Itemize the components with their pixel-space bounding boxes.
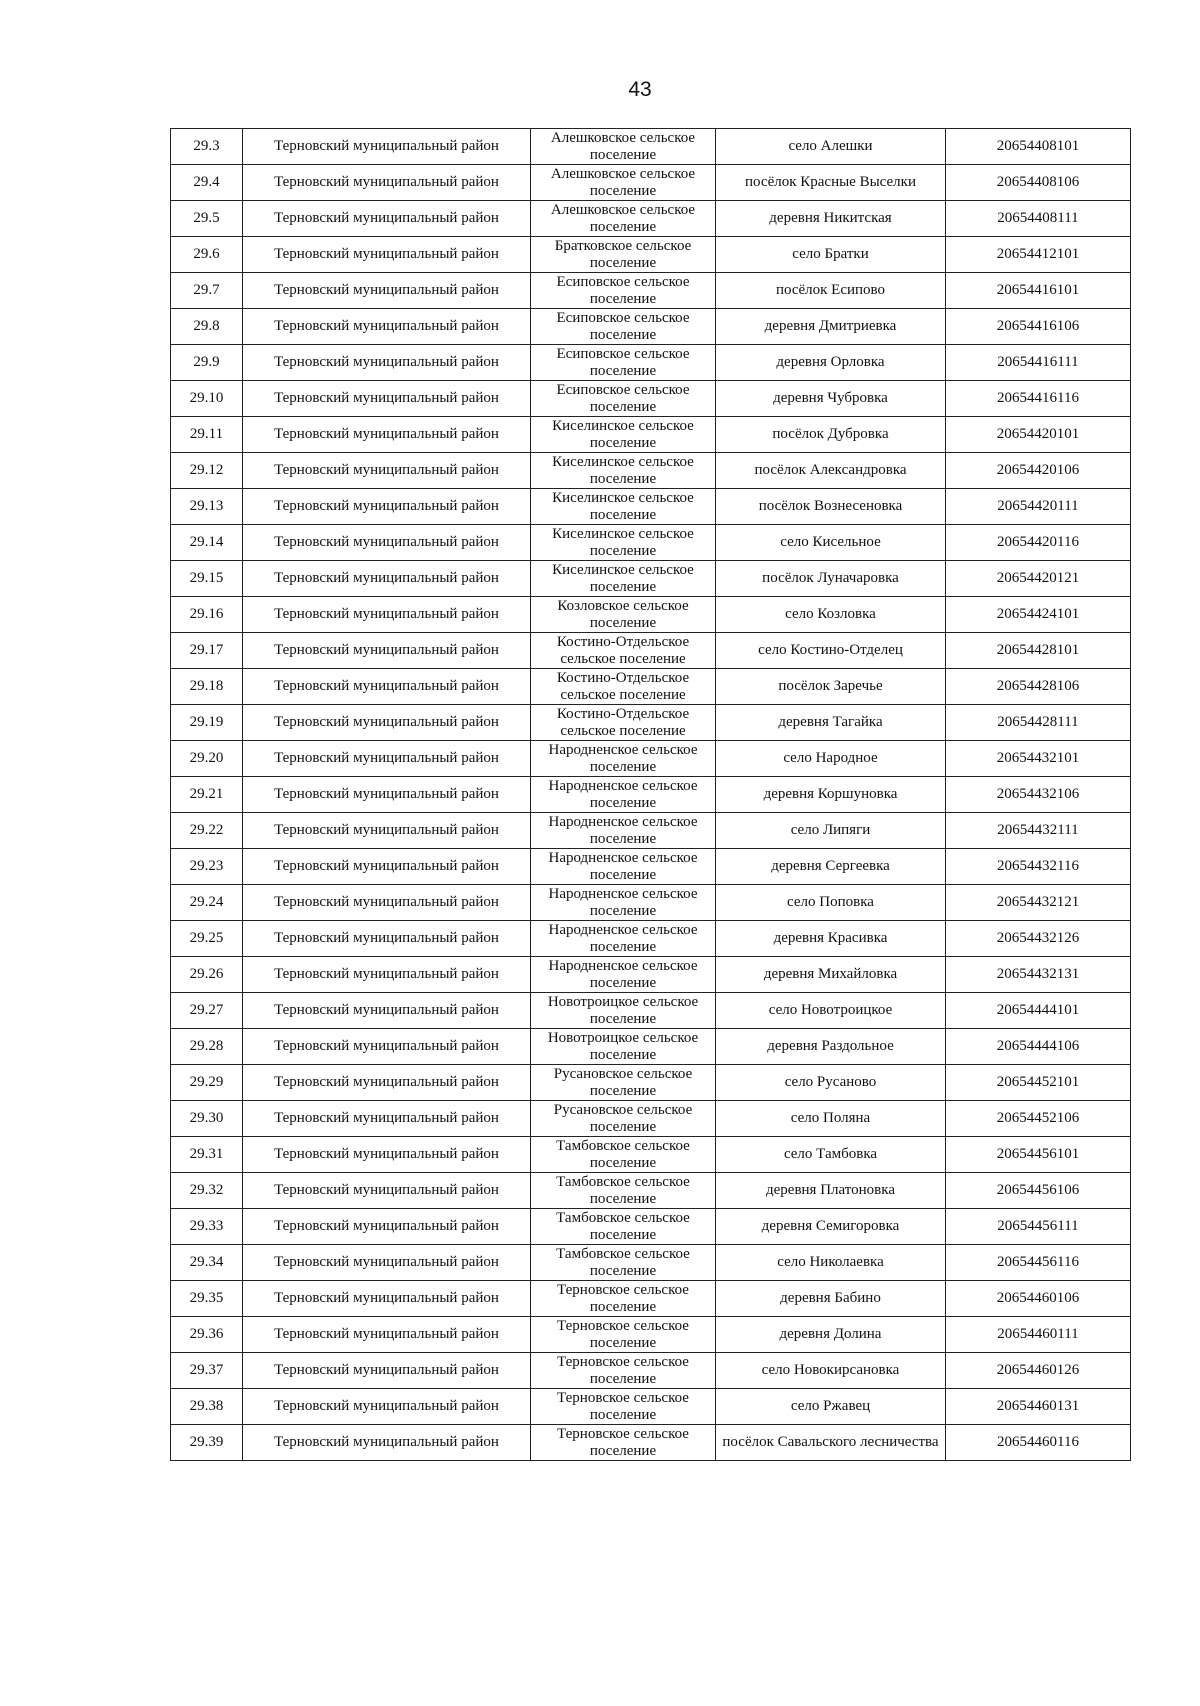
locality-cell: деревня Чубровка: [716, 381, 946, 417]
table-row: [171, 417, 1131, 453]
locality-cell: деревня Раздольное: [716, 1029, 946, 1065]
row-number-cell: 29.23: [171, 849, 243, 885]
municipal-district-cell: Терновский муниципальный район: [243, 381, 531, 417]
settlement-cell: Тамбовское сельское поселение: [531, 1173, 716, 1209]
table-row: [171, 921, 1131, 957]
table-row: [171, 849, 1131, 885]
oktmo-code-cell: 20654408106: [946, 165, 1131, 201]
oktmo-code-cell: 20654456116: [946, 1245, 1131, 1281]
municipal-district-cell: Терновский муниципальный район: [243, 1353, 531, 1389]
locality-cell: деревня Бабино: [716, 1281, 946, 1317]
row-number-cell: 29.17: [171, 633, 243, 669]
row-number-cell: 29.35: [171, 1281, 243, 1317]
oktmo-code-cell: 20654460111: [946, 1317, 1131, 1353]
row-number-cell: 29.10: [171, 381, 243, 417]
locality-cell: деревня Тагайка: [716, 705, 946, 741]
locality-cell: село Алешки: [716, 129, 946, 165]
settlement-cell: Тамбовское сельское поселение: [531, 1245, 716, 1281]
settlement-cell: Терновское сельское поселение: [531, 1353, 716, 1389]
municipal-district-cell: Терновский муниципальный район: [243, 993, 531, 1029]
table-row: [171, 669, 1131, 705]
row-number-cell: 29.15: [171, 561, 243, 597]
row-number-cell: 29.20: [171, 741, 243, 777]
row-number-cell: 29.27: [171, 993, 243, 1029]
municipal-district-cell: Терновский муниципальный район: [243, 525, 531, 561]
settlement-cell: Киселинское сельское поселение: [531, 453, 716, 489]
table-row: [171, 381, 1131, 417]
settlement-cell: Киселинское сельское поселение: [531, 525, 716, 561]
municipal-district-cell: Терновский муниципальный район: [243, 273, 531, 309]
municipal-district-cell: Терновский муниципальный район: [243, 561, 531, 597]
settlement-cell: Алешковское сельское поселение: [531, 201, 716, 237]
locality-cell: село Костино-Отделец: [716, 633, 946, 669]
table-row: [171, 1317, 1131, 1353]
oktmo-code-cell: 20654456106: [946, 1173, 1131, 1209]
locality-cell: посёлок Савальского лесничества: [716, 1425, 946, 1461]
row-number-cell: 29.39: [171, 1425, 243, 1461]
table-row: [171, 1209, 1131, 1245]
settlement-cell: Русановское сельское поселение: [531, 1065, 716, 1101]
table-row: [171, 813, 1131, 849]
table-row: [171, 489, 1131, 525]
locality-cell: посёлок Красные Выселки: [716, 165, 946, 201]
municipal-district-cell: Терновский муниципальный район: [243, 417, 531, 453]
row-number-cell: 29.37: [171, 1353, 243, 1389]
row-number-cell: 29.8: [171, 309, 243, 345]
row-number-cell: 29.13: [171, 489, 243, 525]
table-row: [171, 345, 1131, 381]
locality-cell: деревня Никитская: [716, 201, 946, 237]
municipal-district-cell: Терновский муниципальный район: [243, 741, 531, 777]
municipal-district-cell: Терновский муниципальный район: [243, 1317, 531, 1353]
municipal-district-cell: Терновский муниципальный район: [243, 669, 531, 705]
row-number-cell: 29.16: [171, 597, 243, 633]
settlement-cell: Алешковское сельское поселение: [531, 129, 716, 165]
row-number-cell: 29.29: [171, 1065, 243, 1101]
oktmo-code-cell: 20654420121: [946, 561, 1131, 597]
table-row: [171, 1173, 1131, 1209]
municipal-district-cell: Терновский муниципальный район: [243, 1209, 531, 1245]
locality-cell: село Новокирсановка: [716, 1353, 946, 1389]
oktmo-code-cell: 20654432121: [946, 885, 1131, 921]
municipal-district-cell: Терновский муниципальный район: [243, 705, 531, 741]
oktmo-code-cell: 20654432106: [946, 777, 1131, 813]
table-row: [171, 885, 1131, 921]
table-row: [171, 777, 1131, 813]
settlement-cell: Киселинское сельское поселение: [531, 417, 716, 453]
oktmo-code-cell: 20654456101: [946, 1137, 1131, 1173]
locality-cell: село Липяги: [716, 813, 946, 849]
settlement-cell: Есиповское сельское поселение: [531, 345, 716, 381]
table-row: [171, 1389, 1131, 1425]
row-number-cell: 29.33: [171, 1209, 243, 1245]
settlement-cell: Козловское сельское поселение: [531, 597, 716, 633]
locality-cell: деревня Сергеевка: [716, 849, 946, 885]
locality-cell: село Поляна: [716, 1101, 946, 1137]
municipal-district-cell: Терновский муниципальный район: [243, 849, 531, 885]
settlement-cell: Костино-Отдельское сельское поселение: [531, 669, 716, 705]
oktmo-code-cell: 20654444101: [946, 993, 1131, 1029]
municipal-district-cell: Терновский муниципальный район: [243, 129, 531, 165]
oktmo-code-cell: 20654432131: [946, 957, 1131, 993]
table-row: [171, 741, 1131, 777]
oktmo-code-cell: 20654460106: [946, 1281, 1131, 1317]
settlement-cell: Терновское сельское поселение: [531, 1389, 716, 1425]
row-number-cell: 29.12: [171, 453, 243, 489]
locality-cell: деревня Коршуновка: [716, 777, 946, 813]
table-row: [171, 201, 1131, 237]
table-row: [171, 129, 1131, 165]
settlement-cell: Есиповское сельское поселение: [531, 381, 716, 417]
oktmo-code-cell: 20654428111: [946, 705, 1131, 741]
settlement-cell: Терновское сельское поселение: [531, 1425, 716, 1461]
row-number-cell: 29.32: [171, 1173, 243, 1209]
settlement-cell: Есиповское сельское поселение: [531, 309, 716, 345]
row-number-cell: 29.24: [171, 885, 243, 921]
locality-cell: деревня Долина: [716, 1317, 946, 1353]
oktmo-code-cell: 20654460126: [946, 1353, 1131, 1389]
row-number-cell: 29.36: [171, 1317, 243, 1353]
locality-cell: село Козловка: [716, 597, 946, 633]
oktmo-code-cell: 20654424101: [946, 597, 1131, 633]
table-row: [171, 993, 1131, 1029]
municipal-district-cell: Терновский муниципальный район: [243, 1029, 531, 1065]
row-number-cell: 29.21: [171, 777, 243, 813]
municipal-district-cell: Терновский муниципальный район: [243, 489, 531, 525]
oktmo-code-cell: 20654416106: [946, 309, 1131, 345]
settlement-cell: Русановское сельское поселение: [531, 1101, 716, 1137]
settlement-cell: Братковское сельское поселение: [531, 237, 716, 273]
municipal-district-cell: Терновский муниципальный район: [243, 921, 531, 957]
oktmo-code-cell: 20654408101: [946, 129, 1131, 165]
locality-cell: село Кисельное: [716, 525, 946, 561]
municipal-district-cell: Терновский муниципальный район: [243, 165, 531, 201]
municipal-district-cell: Терновский муниципальный район: [243, 1173, 531, 1209]
row-number-cell: 29.31: [171, 1137, 243, 1173]
locality-cell: деревня Михайловка: [716, 957, 946, 993]
settlement-cell: Киселинское сельское поселение: [531, 489, 716, 525]
locality-cell: село Братки: [716, 237, 946, 273]
table-row: [171, 705, 1131, 741]
settlement-cell: Костино-Отдельское сельское поселение: [531, 705, 716, 741]
oktmo-code-cell: 20654420101: [946, 417, 1131, 453]
locality-cell: посёлок Вознесеновка: [716, 489, 946, 525]
municipal-district-cell: Терновский муниципальный район: [243, 957, 531, 993]
locality-cell: деревня Семигоровка: [716, 1209, 946, 1245]
locality-cell: посёлок Дубровка: [716, 417, 946, 453]
locality-cell: посёлок Заречье: [716, 669, 946, 705]
oktmo-code-cell: 20654432126: [946, 921, 1131, 957]
municipal-district-cell: Терновский муниципальный район: [243, 1137, 531, 1173]
settlement-cell: Новотроицкое сельское поселение: [531, 1029, 716, 1065]
table-row: [171, 633, 1131, 669]
settlement-cell: Новотроицкое сельское поселение: [531, 993, 716, 1029]
municipal-district-cell: Терновский муниципальный район: [243, 345, 531, 381]
locality-cell: посёлок Есипово: [716, 273, 946, 309]
row-number-cell: 29.19: [171, 705, 243, 741]
table-row: [171, 165, 1131, 201]
table-row: [171, 1245, 1131, 1281]
row-number-cell: 29.7: [171, 273, 243, 309]
locality-cell: село Новотроицкое: [716, 993, 946, 1029]
settlement-cell: Костино-Отдельское сельское поселение: [531, 633, 716, 669]
oktmo-code-cell: 20654420106: [946, 453, 1131, 489]
municipal-district-cell: Терновский муниципальный район: [243, 1065, 531, 1101]
municipal-district-cell: Терновский муниципальный район: [243, 813, 531, 849]
settlement-cell: Есиповское сельское поселение: [531, 273, 716, 309]
oktmo-code-cell: 20654432111: [946, 813, 1131, 849]
oktmo-code-cell: 20654416101: [946, 273, 1131, 309]
row-number-cell: 29.25: [171, 921, 243, 957]
municipal-district-cell: Терновский муниципальный район: [243, 1245, 531, 1281]
oktmo-code-cell: 20654432116: [946, 849, 1131, 885]
table-row: [171, 453, 1131, 489]
municipal-district-cell: Терновский муниципальный район: [243, 237, 531, 273]
settlement-cell: Народненское сельское поселение: [531, 777, 716, 813]
row-number-cell: 29.11: [171, 417, 243, 453]
locality-cell: село Русаново: [716, 1065, 946, 1101]
municipal-district-cell: Терновский муниципальный район: [243, 885, 531, 921]
oktmo-code-cell: 20654452101: [946, 1065, 1131, 1101]
municipal-district-cell: Терновский муниципальный район: [243, 201, 531, 237]
oktmo-code-cell: 20654416116: [946, 381, 1131, 417]
row-number-cell: 29.9: [171, 345, 243, 381]
table-row: [171, 561, 1131, 597]
settlements-table: [170, 128, 1131, 1461]
settlement-cell: Народненское сельское поселение: [531, 813, 716, 849]
locality-cell: посёлок Александровка: [716, 453, 946, 489]
oktmo-code-cell: 20654432101: [946, 741, 1131, 777]
row-number-cell: 29.5: [171, 201, 243, 237]
table-row: [171, 1425, 1131, 1461]
locality-cell: село Ржавец: [716, 1389, 946, 1425]
locality-cell: село Тамбовка: [716, 1137, 946, 1173]
locality-cell: село Народное: [716, 741, 946, 777]
table-row: [171, 1353, 1131, 1389]
oktmo-code-cell: 20654412101: [946, 237, 1131, 273]
oktmo-code-cell: 20654416111: [946, 345, 1131, 381]
table-row: [171, 1029, 1131, 1065]
oktmo-code-cell: 20654420111: [946, 489, 1131, 525]
settlement-cell: Народненское сельское поселение: [531, 957, 716, 993]
oktmo-code-cell: 20654428106: [946, 669, 1131, 705]
settlement-cell: Тамбовское сельское поселение: [531, 1209, 716, 1245]
oktmo-code-cell: 20654460131: [946, 1389, 1131, 1425]
municipal-district-cell: Терновский муниципальный район: [243, 777, 531, 813]
settlement-cell: Терновское сельское поселение: [531, 1281, 716, 1317]
table-row: [171, 1065, 1131, 1101]
table-row: [171, 237, 1131, 273]
municipal-district-cell: Терновский муниципальный район: [243, 1425, 531, 1461]
settlement-cell: Народненское сельское поселение: [531, 885, 716, 921]
settlement-cell: Народненское сельское поселение: [531, 741, 716, 777]
locality-cell: деревня Орловка: [716, 345, 946, 381]
table-row: [171, 1281, 1131, 1317]
municipal-district-cell: Терновский муниципальный район: [243, 309, 531, 345]
locality-cell: деревня Платоновка: [716, 1173, 946, 1209]
row-number-cell: 29.14: [171, 525, 243, 561]
locality-cell: посёлок Луначаровка: [716, 561, 946, 597]
oktmo-code-cell: 20654456111: [946, 1209, 1131, 1245]
municipal-district-cell: Терновский муниципальный район: [243, 1101, 531, 1137]
settlement-cell: Народненское сельское поселение: [531, 921, 716, 957]
municipal-district-cell: Терновский муниципальный район: [243, 1281, 531, 1317]
row-number-cell: 29.4: [171, 165, 243, 201]
oktmo-code-cell: 20654452106: [946, 1101, 1131, 1137]
locality-cell: деревня Дмитриевка: [716, 309, 946, 345]
table-body: [171, 129, 1131, 1461]
table-row: [171, 1101, 1131, 1137]
locality-cell: село Поповка: [716, 885, 946, 921]
settlement-cell: Терновское сельское поселение: [531, 1317, 716, 1353]
municipal-district-cell: Терновский муниципальный район: [243, 633, 531, 669]
oktmo-code-cell: 20654428101: [946, 633, 1131, 669]
row-number-cell: 29.30: [171, 1101, 243, 1137]
row-number-cell: 29.22: [171, 813, 243, 849]
page-number: 43: [628, 78, 652, 101]
row-number-cell: 29.6: [171, 237, 243, 273]
row-number-cell: 29.3: [171, 129, 243, 165]
table-row: [171, 1137, 1131, 1173]
locality-cell: деревня Красивка: [716, 921, 946, 957]
table-row: [171, 957, 1131, 993]
settlement-cell: Киселинское сельское поселение: [531, 561, 716, 597]
settlement-cell: Тамбовское сельское поселение: [531, 1137, 716, 1173]
row-number-cell: 29.28: [171, 1029, 243, 1065]
table-row: [171, 309, 1131, 345]
municipal-district-cell: Терновский муниципальный район: [243, 453, 531, 489]
settlement-cell: Алешковское сельское поселение: [531, 165, 716, 201]
row-number-cell: 29.38: [171, 1389, 243, 1425]
table-row: [171, 525, 1131, 561]
municipal-district-cell: Терновский муниципальный район: [243, 1389, 531, 1425]
row-number-cell: 29.18: [171, 669, 243, 705]
locality-cell: село Николаевка: [716, 1245, 946, 1281]
oktmo-code-cell: 20654408111: [946, 201, 1131, 237]
municipal-district-cell: Терновский муниципальный район: [243, 597, 531, 633]
oktmo-code-cell: 20654420116: [946, 525, 1131, 561]
table-row: [171, 597, 1131, 633]
row-number-cell: 29.34: [171, 1245, 243, 1281]
table-row: [171, 273, 1131, 309]
oktmo-code-cell: 20654444106: [946, 1029, 1131, 1065]
oktmo-code-cell: 20654460116: [946, 1425, 1131, 1461]
row-number-cell: 29.26: [171, 957, 243, 993]
settlement-cell: Народненское сельское поселение: [531, 849, 716, 885]
